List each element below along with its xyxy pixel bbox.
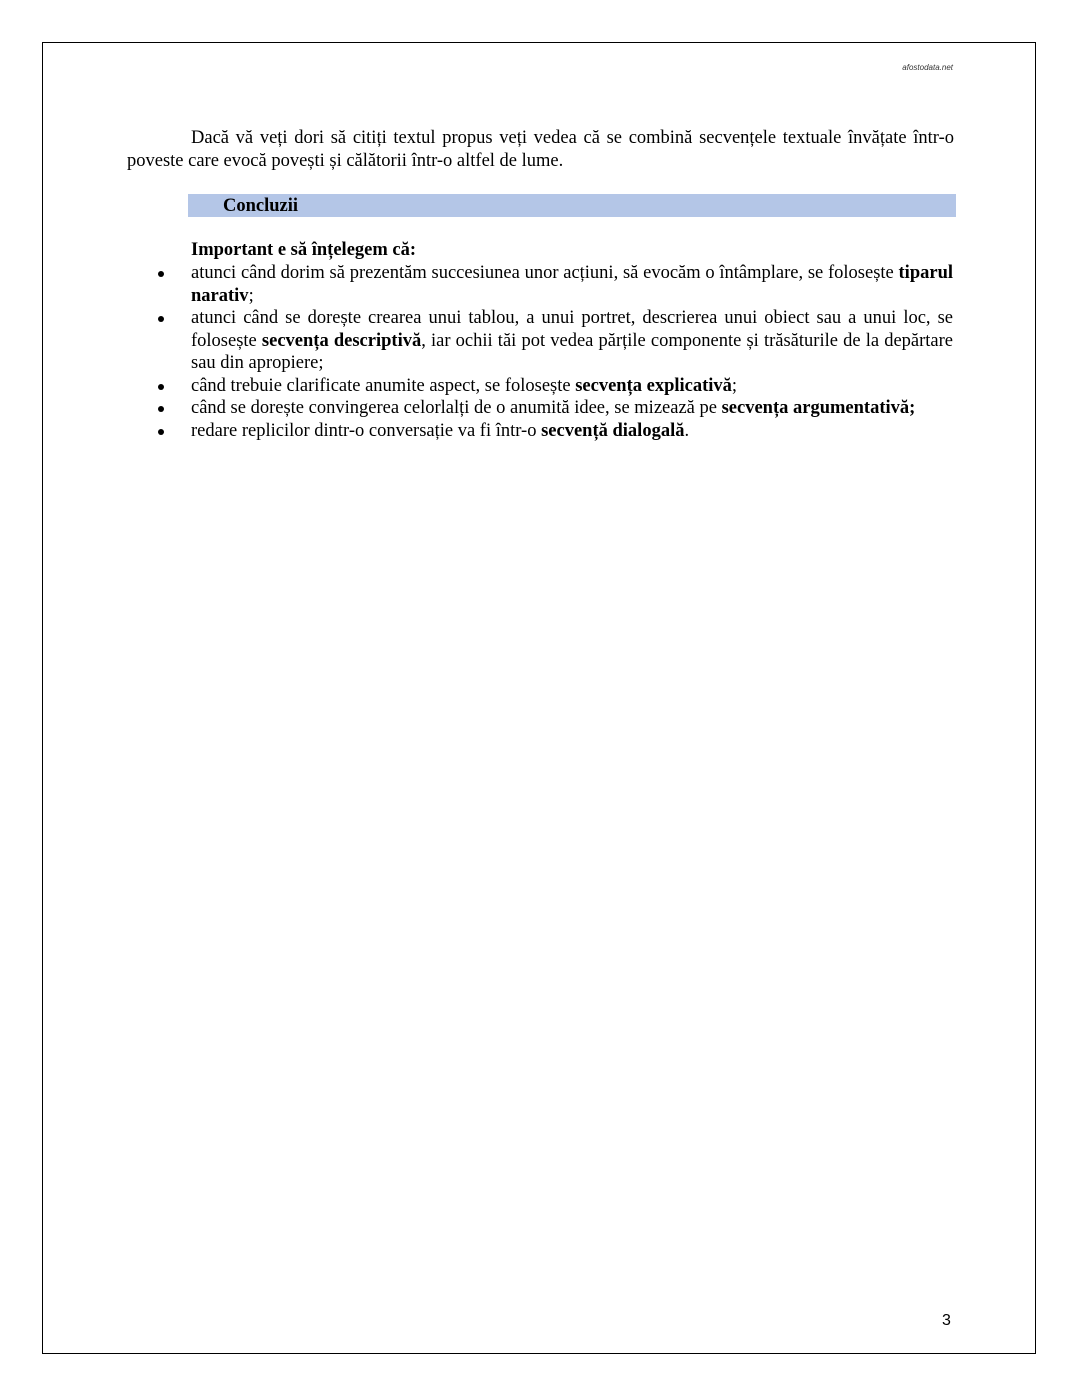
section-header-bar xyxy=(188,194,956,217)
intro-paragraph: Dacă vă veți dori să citiți textul propus veți vedea că se combină secvențele textuale învățate într-o poveste care evocă povești și călătorii într-o altfel de lume. xyxy=(127,128,954,171)
list-item: redare replicilor dintr-o conversație va fi într-o secvență dialogală. xyxy=(191,420,953,443)
page-number: 3 xyxy=(942,1312,951,1329)
important-heading: Important e să înțelegem că: xyxy=(191,240,417,260)
list-item: atunci când dorim să prezentăm succesiunea unor acțiuni, să evocăm o întâmplare, se folosește tiparul narativ; xyxy=(191,263,953,306)
site-watermark: afostodata.net xyxy=(902,63,953,72)
list-item: când se dorește convingerea celorlalți de o anumită idee, se mizează pe secvența argumentativă; xyxy=(191,397,953,420)
list-item: când trebuie clarificate anumite aspect, se folosește secvența explicativă; xyxy=(191,375,953,398)
list-item: atunci când se dorește crearea unui tablou, a unui portret, descrierea unui obiect sau a unui loc, se folosește secvența descriptivă, iar ochii tăi pot vedea părțile componente și trăsăturile de la depărtare sau din apropiere; xyxy=(191,308,954,373)
section-title: Concluzii xyxy=(223,196,299,216)
conclusions-list xyxy=(191,262,953,442)
